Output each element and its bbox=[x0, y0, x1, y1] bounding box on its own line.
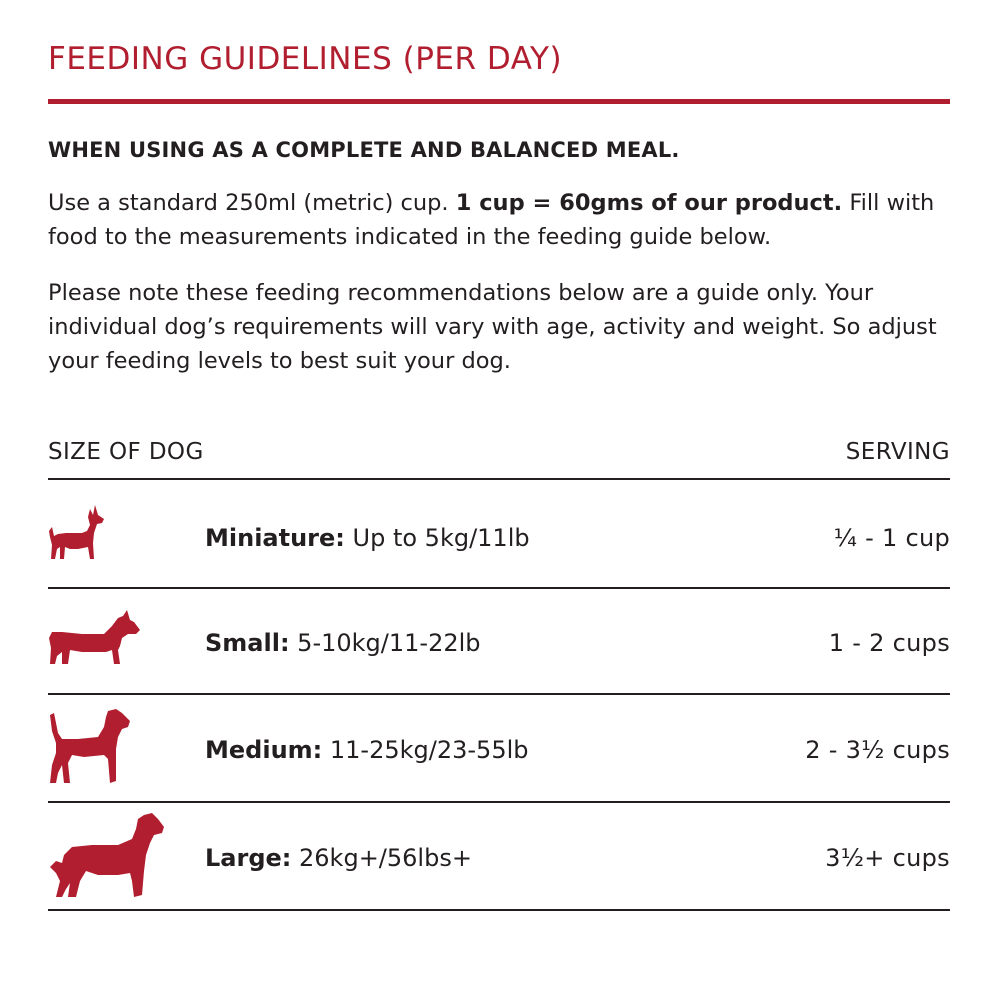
cup-instructions-text-end: Fill with food to the measurements indicated in the feeding guide below. bbox=[48, 190, 935, 250]
page-title: FEEDING GUIDELINES (PER DAY) bbox=[48, 41, 563, 77]
size-label: Large: bbox=[205, 844, 292, 872]
title-divider bbox=[48, 99, 950, 104]
weight-range: 5-10kg/11-22lb bbox=[289, 629, 481, 657]
size-label: Miniature: bbox=[205, 524, 345, 552]
table-row bbox=[48, 805, 950, 911]
table-divider bbox=[48, 587, 950, 589]
size-small bbox=[205, 590, 481, 696]
weight-range: 11-25kg/23-55lb bbox=[322, 736, 529, 764]
subheading: WHEN USING AS A COMPLETE AND BALANCED MEAL. bbox=[48, 138, 680, 162]
size-label: Medium: bbox=[205, 736, 323, 764]
small-dog-icon bbox=[48, 608, 142, 668]
size-medium bbox=[205, 697, 529, 803]
weight-range: Up to 5kg/11lb bbox=[344, 524, 530, 552]
guide-disclaimer: Please note these feeding recommendations below are a guide only. Your individual dog’s requirements will vary with age, activity and weight. So adjust your feeding levels to best suit your dog. bbox=[48, 280, 937, 374]
serving-amount: 2 - 3½ cups bbox=[805, 736, 950, 764]
col-header-serving: SERVING bbox=[845, 439, 950, 465]
cup-instructions-text: Use a standard 250ml (metric) cup. bbox=[48, 190, 456, 216]
miniature-dog-icon bbox=[48, 503, 106, 563]
serving-amount: ¼ - 1 cup bbox=[833, 524, 950, 552]
table-row bbox=[48, 485, 950, 591]
table-row bbox=[48, 590, 950, 696]
serving-amount: 3½+ cups bbox=[825, 844, 950, 872]
col-header-size: SIZE OF DOG bbox=[48, 439, 204, 465]
large-dog-icon bbox=[48, 811, 166, 901]
size-large bbox=[205, 805, 472, 911]
cup-conversion: 1 cup = 60gms of our product. bbox=[455, 190, 843, 216]
table-header bbox=[48, 432, 950, 472]
size-miniature bbox=[205, 485, 530, 591]
weight-range: 26kg+/56lbs+ bbox=[291, 844, 472, 872]
table-row bbox=[48, 697, 950, 803]
cup-instructions bbox=[48, 186, 958, 254]
table-divider bbox=[48, 478, 950, 480]
table-divider bbox=[48, 909, 950, 911]
serving-amount: 1 - 2 cups bbox=[828, 629, 950, 657]
size-label: Small: bbox=[205, 629, 290, 657]
table-divider bbox=[48, 801, 950, 803]
medium-dog-icon bbox=[48, 705, 132, 787]
table-divider bbox=[48, 693, 950, 695]
